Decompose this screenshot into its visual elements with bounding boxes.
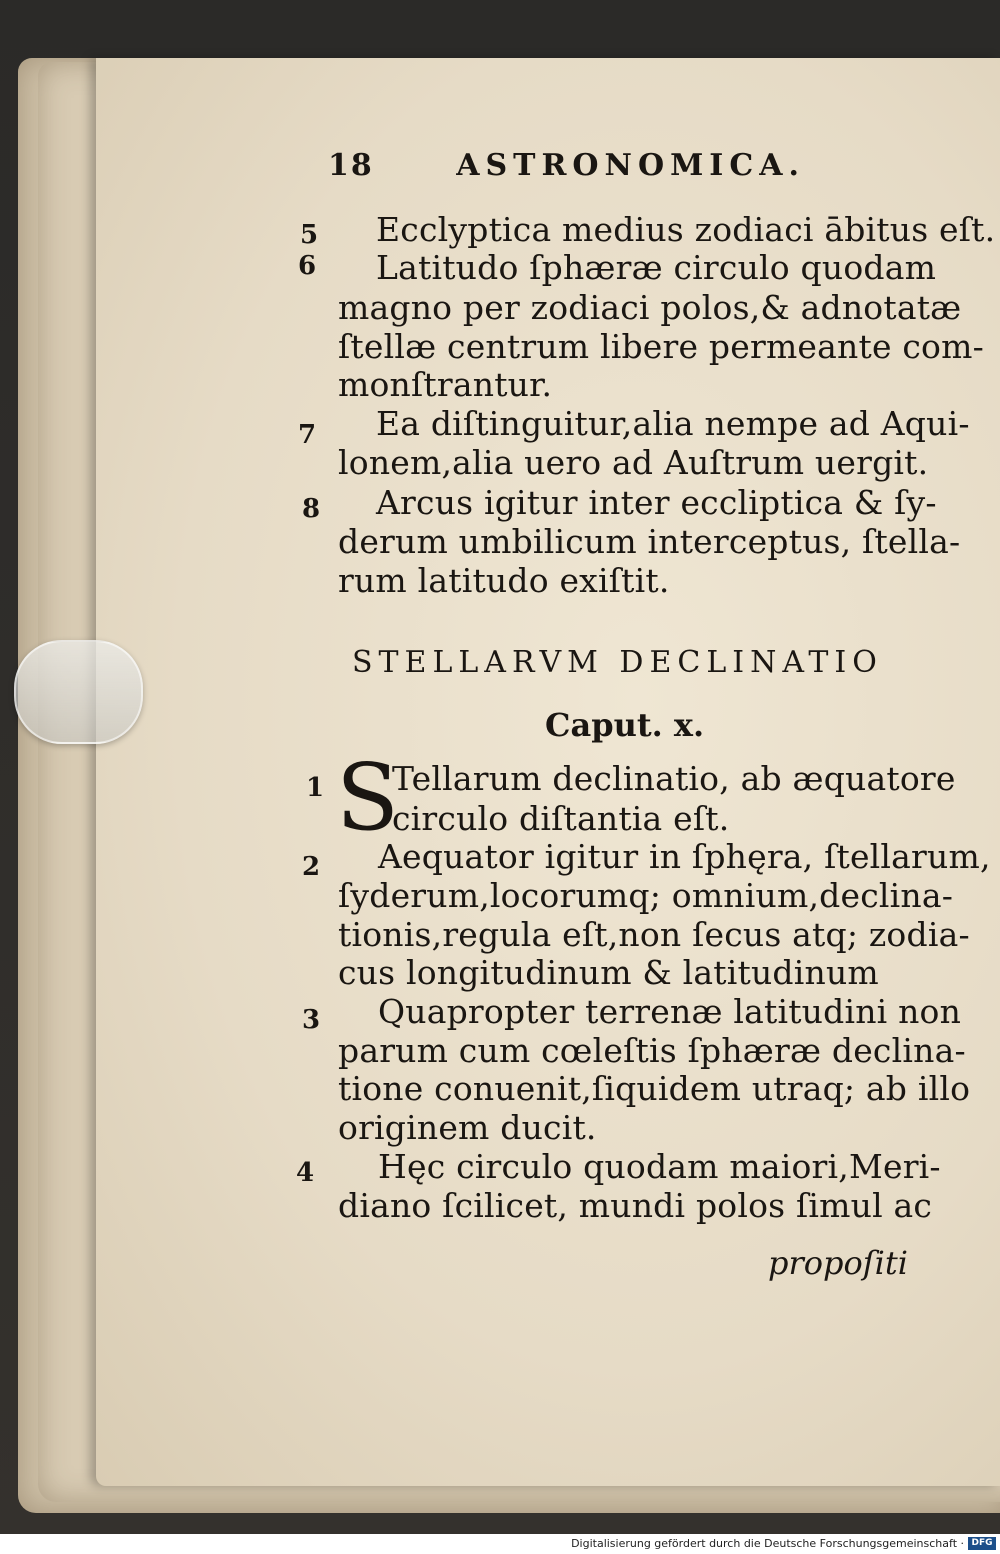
catchword: propoſiti [768, 1244, 908, 1282]
text-line: tione conuenit,ſiquidem utraq; ab illo [338, 1069, 971, 1108]
text-line: originem ducit. [338, 1108, 597, 1147]
page-clip [14, 640, 143, 744]
text-line: ſtellæ centrum libere permeante com- [338, 327, 984, 366]
paragraph-number: 6 [298, 251, 317, 281]
paragraph-number: 4 [296, 1158, 315, 1188]
text-line: Tellarum declinatio, ab æquatore [392, 759, 956, 798]
footer-credit: Digitalisierung gefördert durch die Deutsche Forschungsgemeinschaft · [571, 1537, 964, 1550]
chapter-caput: Caput. x. [545, 706, 705, 744]
paragraph-number: 1 [306, 773, 325, 803]
text-line: derum umbilicum interceptus, ſtella- [338, 522, 961, 561]
text-line: rum latitudo exiſtit. [338, 561, 670, 600]
text-line: Latitudo ſphæræ circulo quodam [376, 248, 937, 287]
text-line: Arcus igitur inter eccliptica & ſy- [376, 483, 937, 522]
paragraph-number: 3 [302, 1005, 321, 1035]
text-line: Ecclyptica medius zodiaci ābitus eſt. [376, 210, 996, 249]
text-line: Hęc circulo quodam maiori,Meri- [378, 1147, 941, 1186]
paragraph-number: 2 [302, 852, 321, 882]
drop-capital: S [336, 744, 400, 851]
text-line: diano ſcilicet, mundi polos ſimul ac [338, 1186, 933, 1225]
dfg-logo: DFG [968, 1537, 996, 1550]
text-line: Ea diſtinguitur,alia nempe ad Aqui- [376, 404, 970, 443]
text-line: tionis,regula eſt,non ſecus atq; zodia- [338, 915, 970, 954]
paragraph-number: 7 [298, 420, 317, 450]
paragraph-number: 8 [302, 494, 321, 524]
text-line: parum cum cœleſtis ſphæræ declina- [338, 1031, 966, 1070]
chapter-heading: STELLARVM DECLINATIO [352, 645, 883, 680]
text-line: monſtrantur. [338, 365, 553, 404]
paragraph-number: 5 [300, 220, 319, 250]
digitization-footer [0, 1534, 1000, 1554]
text-line: Aequator igitur in ſphęra, ſtellarum, [378, 837, 991, 876]
text-line: lonem,alia uero ad Auſtrum uergit. [338, 443, 929, 482]
running-head [328, 148, 805, 183]
text-line: cus longitudinum & latitudinum [338, 953, 879, 992]
text-line: magno per zodiaci polos,& adnotatæ [338, 288, 962, 327]
page-number: 18 [328, 148, 374, 183]
text-line: circulo diſtantia eſt. [392, 799, 730, 838]
text-line: ſyderum,locorumq; omnium,declina- [338, 876, 954, 915]
text-line: Quapropter terrenæ latitudini non [378, 992, 962, 1031]
running-title: ASTRONOMICA. [456, 148, 805, 183]
